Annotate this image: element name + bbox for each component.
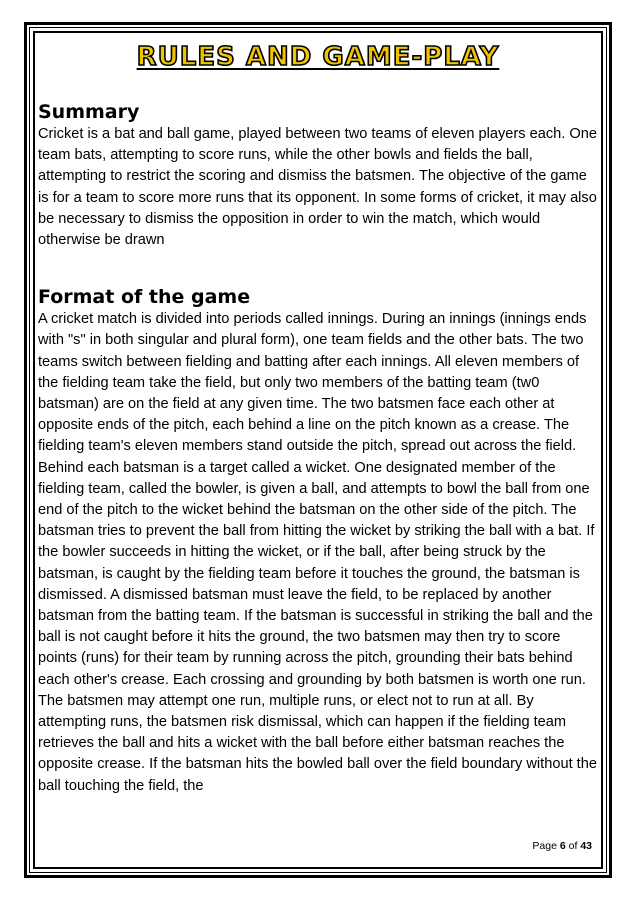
page-content [38, 36, 598, 864]
page-number-of: of [568, 840, 578, 852]
section-body-format: A cricket match is divided into periods called innings. During an innings (innings ends with "s" in both singular and plural form), one team fields and the other bats. The two teams switch between fielding and batting after each innings. All eleven members of the fielding team take the field, but only two members of the batting team (tw0 batsman) are on the field at any given time. The two batsmen face each other at opposite ends of the pitch, each behind a line on the pitch known as a crease. The fielding team's eleven members stand outside the pitch, spread out across the field. Behind each batsman is a target called a wicket. One designated member of the fielding team, called the bowler, is given a ball, and attempts to bowl the ball from one end of the pitch to the wicket behind the batsman on the other side of the pitch. The batsman tries to prevent the ball from hitting the wicket by striking the ball with a bat. If the bowler succeeds in hitting the wicket, or if the ball, after being struck by the batsman, is caught by the fielding team before it touches the ground, the batsman is dismissed. A dismissed batsman must leave the field, to be replaced by another batsman from the batting team. If the batsman is successful in striking the ball and the ball is not caught before it hits the ground, the two batsmen may then try to score points (runs) for their team by running across the pitch, grounding their bats behind each other's crease. Each crossing and grounding by both batsmen is worth one run. The batsmen may attempt one run, multiple runs, or elect not to run at all. By attempting runs, the batsmen risk dismissal, which can happen if the fielding team retrieves the ball and hits a wicket with the ball before either batsman reaches the opposite crease. If the batsman hits the bowled ball over the field boundary without the ball touching the field, the [38, 311, 597, 794]
page-title: RULES AND GAME-PLAY [136, 42, 500, 72]
page-number-total: 43 [580, 840, 592, 852]
page-number-current: 6 [559, 840, 566, 852]
section-heading-format: Format of the game [38, 286, 251, 309]
page-number [532, 840, 592, 852]
page-number-label: Page [532, 840, 557, 852]
section-heading-summary: Summary [38, 101, 140, 123]
section-body-summary: Cricket is a bat and ball game, played between two teams of eleven players each. One team bats, attempting to score runs, while the other bowls and fields the ball, attempting to restrict the scoring and dismiss the batsmen. The objective of the game is for a team to score more runs that its opponent. In some forms of cricket, it may also be necessary to dismiss the opposition in order to win the match, which would otherwise be drawn [38, 126, 597, 249]
page-title-container [38, 42, 598, 80]
